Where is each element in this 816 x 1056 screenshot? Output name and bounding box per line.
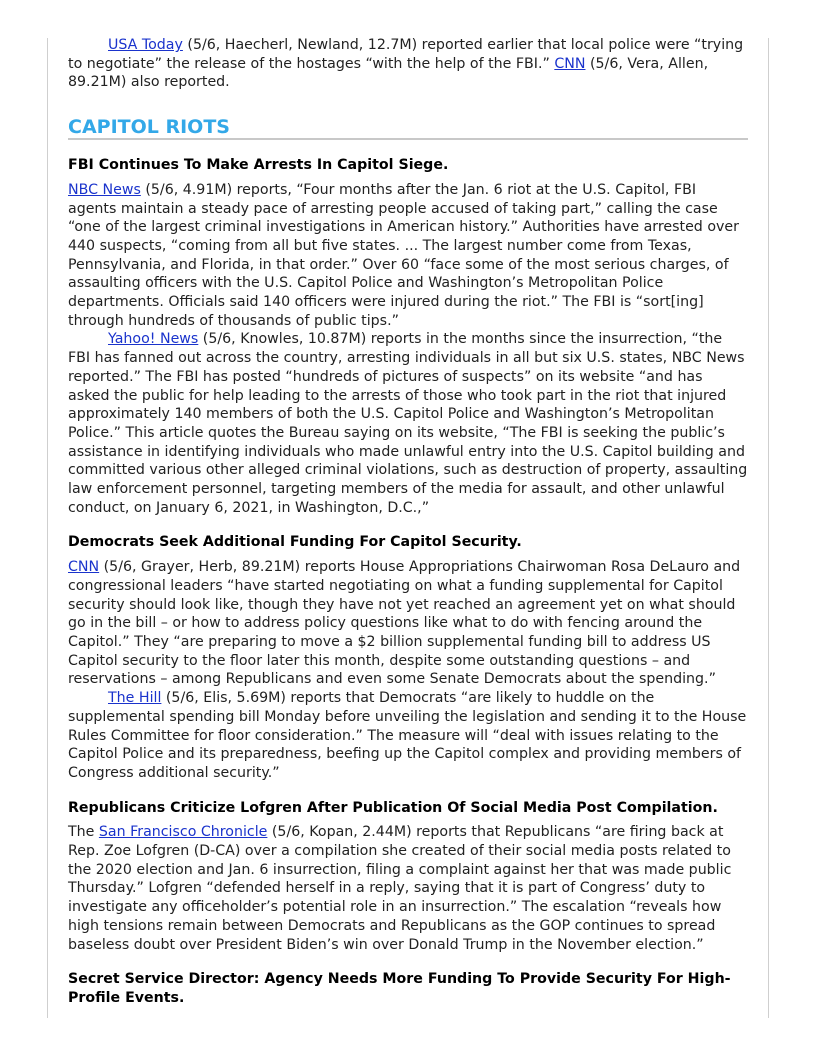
sf-chronicle-link[interactable]: San Francisco Chronicle [98,824,268,841]
document-body [68,36,748,1014]
article-paragraph [68,558,748,689]
article-text: (5/6, Elis, 5.69M) reports that Democrats “are likely to huddle on the supplemental spending bill Monday before unveiling the legislation and sending it to the House Rules Committee for floor consideration.” The measure will “deal with issues relating to the Capitol Police and its preparedness, beefing up the Capitol complex and providing members of Congress additional security.” [68,690,747,781]
cnn-link[interactable]: CNN [68,559,100,576]
the-hill-link[interactable]: The Hill [108,690,162,707]
yahoo-news-link[interactable]: Yahoo! News [108,331,199,348]
page-border-right [768,38,769,1018]
article-text: (5/6, 4.91M) reports, “Four months after the Jan. 6 riot at the U.S. Capitol, FBI agents maintain a steady pace of arresting people accused of taking part,” calling the case “one of the largest criminal investigations in American history.” Authorities have arrested over 440 suspects, “coming from all but five states. ... The largest number come from Texas, Pennsylvania, and Florida, in that order.” Over 60 “face some of the most serious charges, of assaulting officers with the U.S. Capitol Police and Washington’s Metropolitan Police departments. Officials said 140 officers were injured during the riot.” The FBI is “sort[ing] through hundreds of thousands of public tips.” [68,181,739,329]
nbc-news-link[interactable]: NBC News [68,181,141,198]
article-paragraph [68,330,748,517]
article-paragraph [68,181,748,331]
usa-today-link[interactable]: USA Today [108,37,183,53]
cnn-link[interactable]: CNN [554,55,586,72]
article-headline: Republicans Criticize Lofgren After Publication Of Social Media Post Compilation. [68,799,718,816]
article-headline: FBI Continues To Make Arrests In Capitol Siege. [68,157,449,174]
article-paragraph [68,689,748,783]
intro-text-2: (5/6, Vera, Allen, 89.21M) also reported. [68,55,709,91]
page-border-left [47,38,48,1018]
article-paragraph [68,823,748,954]
article-headline: Democrats Seek Additional Funding For Capitol Security. [68,534,522,551]
article-headline: Secret Service Director: Agency Needs More Funding To Provide Security For High-Profile Events. [68,971,731,1006]
intro-paragraph [68,36,748,92]
section-title: CAPITOL RIOTS [68,116,748,140]
article-text: (5/6, Knowles, 10.87M) reports in the months since the insurrection, “the FBI has fanned out across the country, arresting individuals in all but six U.S. states, NBC News reported.” The FBI has posted “hundreds of pictures of suspects” on its website “and has asked the public for help leading to the arrests of those who took part in the riot that injured approximately 140 members of both the U.S. Capitol Police and Washington’s Metropolitan Police.” This article quotes the Bureau saying on its website, “The FBI is seeking the public’s assistance in identifying individuals who made unlawful entry into the U.S. Capitol building and committed various other alleged criminal violations, such as destruction of property, assaulting law enforcement personnel, targeting members of the media for assault, and other unlawful conduct, on January 6, 2021, in Washington, D.C.,” [68,331,748,516]
article-text: (5/6, Grayer, Herb, 89.21M) reports House Appropriations Chairwoman Rosa DeLauro and congressional leaders “have started negotiating on what a funding supplemental for Capitol security should look like, though they have not yet reached an agreement yet on what should go in the bill – or how to address policy questions like what to do with fencing around the Capitol.” They “are preparing to move a $2 billion supplemental funding bill to address US Capitol security to the floor later this month, despite some outstanding questions – and reservations – among Republicans and even some Senate Democrats about the spending.” [68,559,741,688]
article-text: (5/6, Kopan, 2.44M) reports that Republicans “are firing back at Rep. Zoe Lofgren (D-CA) over a compilation she created of their social media posts related to the 2020 election and Jan. 6 insurrection, filing a complaint against her that was made public Thursday.” Lofgren “defended herself in a reply, saying that it is part of Congress’ duty to investigate any officeholder’s potential role in an insurrection.” The escalation “reveals how high tensions remain between Democrats and Republicans as the GOP continues to spread baseless doubt over President Biden’s win over Donald Trump in the November election.” [68,824,732,953]
intro-text: (5/6, Haecherl, Newland, 12.7M) reported earlier that local police were “trying to negotiate” the release of the hostages “with the help of the FBI.” [68,37,744,72]
article-text: The [68,824,99,841]
